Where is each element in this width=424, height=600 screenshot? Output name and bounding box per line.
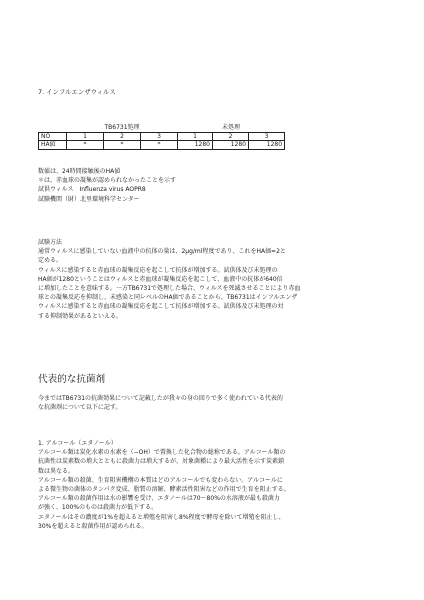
table-cell: *	[104, 141, 141, 150]
note-line: ＊は、赤血球の凝集が認められなかったことを示す	[38, 177, 177, 185]
test-method	[38, 238, 398, 321]
method-line: ウィルスに感染すると赤血球の凝集反応を起こして抗体が増加する。試供体及び未処理の対	[38, 303, 284, 311]
intro-line: な抗菌剤について以下に記す。	[38, 404, 122, 412]
note-line: 試供ウィルス Influenza virus AOPR8	[38, 186, 146, 194]
table-row	[39, 132, 285, 141]
alcohol-line: 抗菌性は炭素数の増大とともに殺菌力は増大するが、対象菌種により最大活性を示す炭素鎖	[38, 458, 285, 466]
table-cell: *	[67, 141, 104, 150]
table-cell: 2	[104, 132, 141, 141]
alcohol-line: 30%を超えると殺菌作用が認められる。	[38, 522, 148, 530]
table-cell: 1280	[249, 141, 285, 150]
method-line: 球との凝集反応を抑制し、未感染と同レベルのHA価であることから、TB6731はインフルエンザ	[38, 294, 298, 302]
table-corner-cell	[39, 124, 67, 132]
header-treated: TB6731処理	[104, 124, 140, 131]
method-line: ウィルスに感染すると赤血球の凝集反応を起こして抗体が増加する。試供体及び未処理の	[38, 266, 278, 274]
row-label-ha: HA値	[39, 141, 67, 150]
alcohol-line: アルコール類の殺菌作用は水の影響を受け、エタノールは70～80%の水溶液が最も殺菌力	[38, 495, 280, 503]
method-heading: 試験方法	[38, 239, 63, 246]
table-cell: 3	[141, 132, 178, 141]
alcohol-heading: 1. アルコール（エタノール）	[38, 440, 117, 447]
alcohol-line: が強く、100%のものは殺菌力が低下する。	[38, 504, 158, 512]
table-row	[39, 141, 285, 150]
method-line: に増加したことを意味する。一方TB6731で処理した場合、ウィルスを死滅させることにより赤血	[38, 285, 301, 293]
table-cell: 1280	[213, 141, 249, 150]
table-cell: 1	[67, 132, 104, 141]
alcohol-line: エタノールはその濃度が1%を超えると増殖を阻害し8%程度で酵母を除いて増殖を阻止し、	[38, 513, 285, 521]
table-cell: *	[141, 141, 178, 150]
table-header-row	[39, 124, 285, 132]
alcohol-line: よる微生物の菌体のタンパク変成、脂質の溶解、酵素活性阻害などの作用で生育を阻止する。	[38, 486, 290, 494]
table-cell: 2	[213, 132, 249, 141]
alcohol-line: アルコール類は炭化水素の水素を（−OH）で置換した化合物の総称である。アルコール類の	[38, 449, 286, 457]
alcohol-section	[38, 439, 398, 531]
section-title: 7. インフルエンザウィルス	[38, 88, 116, 96]
method-line: HA価が1280ということはウィルスと赤血球が凝集反応を起こして、血液中の抗体が640倍	[38, 275, 283, 283]
note-line: 試験機関（財）北里環境科学センター	[38, 195, 140, 203]
antibacterial-intro	[38, 394, 398, 412]
alcohol-line: アルコール類の殺菌、生育阻害機構の本質はどのアルコールでも変わらない。アルコールに	[38, 476, 283, 484]
method-line: 定める。	[38, 257, 63, 265]
method-line: 通常ウィルスに感染していない血液中の抗体の量は、2μg/ml程度であり、これをHA価=2と	[38, 248, 286, 256]
row-label-no: NO	[39, 132, 67, 141]
note-line: 数値は、24時間接触後のHA値	[38, 168, 121, 175]
alcohol-line: 数は異なる。	[38, 467, 75, 475]
table-cell: 3	[249, 132, 285, 141]
antibacterial-title: 代表的な抗菌剤	[38, 374, 106, 385]
method-line: する抑制効果があるといえる。	[38, 312, 123, 320]
table-cell: 1280	[178, 141, 213, 150]
intro-line: 今まではTB6731の抗菌効果について記載したが我々の身の回りで多く使われている代表的	[38, 395, 283, 402]
table-cell: 1	[178, 132, 213, 141]
table-notes	[38, 167, 176, 204]
ha-value-table	[38, 124, 285, 150]
header-untreated: 未処理	[222, 124, 241, 131]
